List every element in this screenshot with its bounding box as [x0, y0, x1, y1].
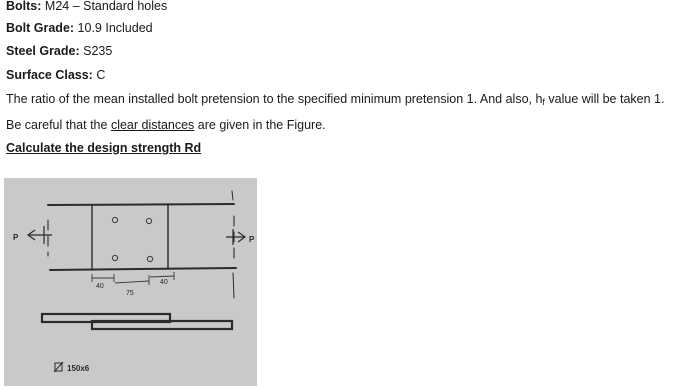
- connection-figure: [4, 178, 257, 386]
- hf-subscript: f: [542, 97, 545, 107]
- careful-note: [6, 118, 326, 132]
- pretension-ratio-text: [6, 92, 664, 107]
- steel-grade-label: Steel Grade:: [6, 44, 80, 58]
- dimension-right: 40: [160, 279, 168, 286]
- surface-class-label: Surface Class:: [6, 68, 93, 82]
- bolts-line: [6, 0, 167, 13]
- steel-grade-line: [6, 44, 112, 58]
- careful-text-pre: Be careful that the: [6, 118, 111, 132]
- plate-size-label: 150x6: [67, 364, 90, 373]
- calculate-design-strength: Calculate the design strength Rd: [6, 141, 202, 155]
- steel-grade-value: S235: [83, 44, 113, 58]
- dimension-left: 40: [96, 283, 104, 290]
- force-label-right: P: [249, 235, 255, 244]
- surface-class-value: C: [96, 68, 106, 82]
- ratio-text-post: value will be taken 1.: [544, 92, 665, 106]
- bolts-label: Bolts:: [6, 0, 42, 13]
- clear-distances-link[interactable]: clear distances: [110, 118, 195, 132]
- dimension-middle: 75: [126, 290, 134, 297]
- ratio-text-pre: The ratio of the mean installed bolt pretension to the specified minimum pretension 1. And also, h: [6, 92, 543, 106]
- bolt-grade-line: [6, 21, 153, 35]
- bolts-value: M24 – Standard holes: [44, 0, 168, 13]
- calculate-instruction: [6, 141, 201, 155]
- force-label-left: P: [13, 233, 19, 242]
- bolt-grade-value: 10.9 Included: [77, 21, 153, 35]
- diameter-icon: [54, 362, 63, 372]
- careful-text-post: are given in the Figure.: [194, 118, 326, 132]
- bolt-grade-label: Bolt Grade:: [6, 21, 75, 35]
- surface-class-line: [6, 68, 105, 82]
